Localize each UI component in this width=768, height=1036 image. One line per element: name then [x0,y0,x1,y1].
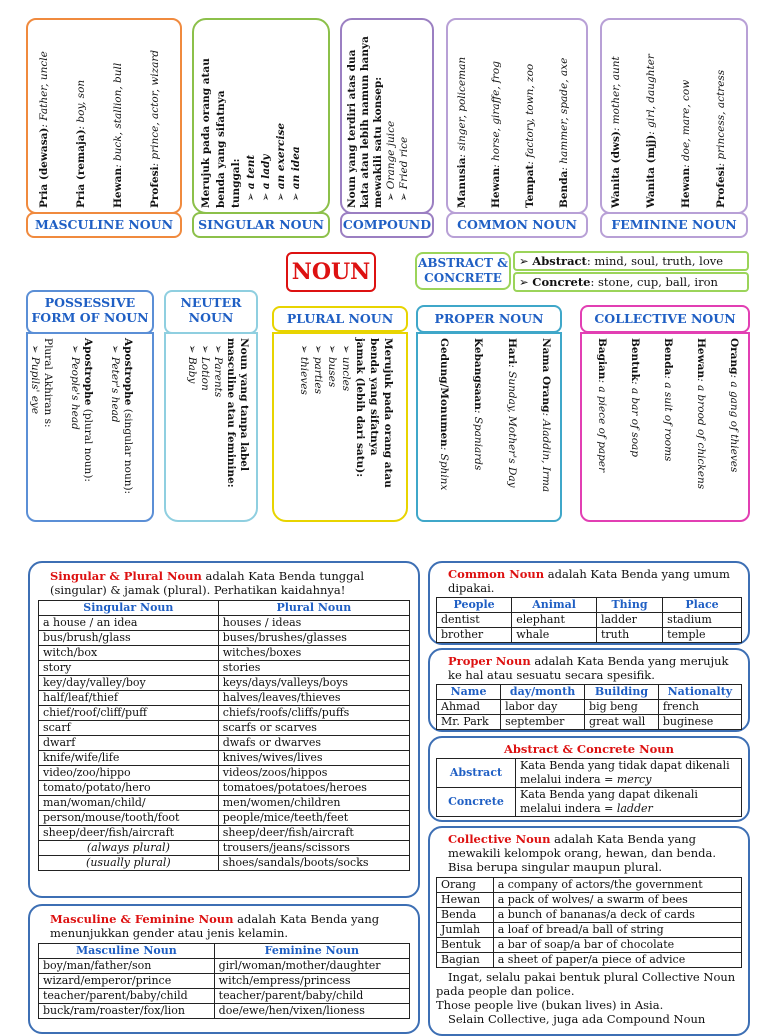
table-cell: witch/empress/princess [214,974,409,989]
prop-lines-line: Gedung/Monumen: Sphinx [438,338,450,491]
page-title-box [286,252,376,292]
table-cell: witches/boxes [218,646,409,661]
table-row [39,1004,410,1019]
table-cell: a loaf of bread/a ball of string [493,923,741,938]
singular-label: SINGULAR NOUN [192,212,330,238]
abstract-row: ➢ Abstract: mind, soul, truth, love [513,251,749,271]
table-row [39,856,410,871]
prop-lines-line: Hari: Sunday, Mother's Day [506,338,518,488]
proper-noun-panel: Proper Noun adalah Kata Benda yang merujuk ke hal atau sesuatu secara spesifik. Name day/month Building Nationalty Ahmad labor day big beng french Mr. Park september great wall buginese [428,648,750,732]
table-row [437,700,742,715]
table-row [437,953,742,968]
table-row [39,959,410,974]
common-label: COMMON NOUN [446,212,588,238]
table-row [437,908,742,923]
concrete-row: ➢ Concrete: stone, cup, ball, iron [513,272,749,292]
coll-lines-line: Hewan: a brood of chickens [695,338,707,490]
compound-label: COMPOUND [340,212,434,238]
table-row [437,715,742,730]
table-header: Place [663,598,742,613]
table-cell: elephant [512,613,597,628]
table-row [39,736,410,751]
table-cell: videos/zoos/hippos [218,766,409,781]
table-header: Nationalty [658,685,741,700]
neut-lines-line: ➢ Lotion [199,338,211,391]
sing-lines-line: ➢ a lady [260,154,272,208]
plur-lines-line: Merujuk pada orang atau [382,338,394,488]
table-cell: dwafs or dwarves [218,736,409,751]
table-cell: people/mice/teeth/feet [218,811,409,826]
table-row [39,676,410,691]
table-cell: september [501,715,585,730]
table-cell: sheep/deer/fish/aircraft [39,826,219,841]
table-row [39,826,410,841]
plur-lines-line: ➢ parties [312,338,324,394]
table-cell: Kata Benda yang tidak dapat dikenali melalui indera = mercy [516,759,742,788]
table-row [437,628,742,643]
table-row [39,631,410,646]
table-cell: french [658,700,741,715]
common-lines-line: Manusia: singer, policeman [456,56,468,208]
collective-label: COLLECTIVE NOUN [580,305,750,333]
table-cell: dwarf [39,736,219,751]
abstract-concrete-label: ABSTRACT & CONCRETE [415,252,511,290]
common-noun-table [436,597,742,643]
poss-lines-line: Apostrophe (singular noun): ➢ Peter's head [109,338,134,495]
coll-lines-line: Orang: a gang of thieves [728,338,740,473]
sing-lines-line: ➢ an exercise [275,122,287,208]
coll-lines-line: Bagian: a piece of paper [596,338,608,473]
common-noun-panel: Common Noun adalah Kata Benda yang umum dipakai. People Animal Thing Place dentist elephant ladder stadium brother whale truth temple [428,561,750,645]
table-cell: person/mouse/tooth/foot [39,811,219,826]
fem-lines-line: Wanita (mjj): girl, daughter [645,54,657,208]
table-row [437,759,742,788]
table-cell: man/woman/child/ [39,796,219,811]
table-row [39,974,410,989]
comp-lines-line: ➢ Orange juice [385,120,397,208]
plur-lines-line: benda yang sifatnya [368,338,380,456]
table-cell: buck/ram/roaster/fox/lion [39,1004,215,1019]
table-cell: stories [218,661,409,676]
plural-label: PLURAL NOUN [272,306,408,332]
proper-noun-table [436,684,742,730]
table-cell: half/leaf/thief [39,691,219,706]
table-cell: buses/brushes/glasses [218,631,409,646]
table-cell: Ahmad [437,700,501,715]
masc-lines-line: Profesi: prince, actor, wizard [149,49,161,208]
neut-lines-line: ➢ Baby [186,338,198,384]
table-cell: wizard/emperor/prince [39,974,215,989]
table-header: Animal [512,598,597,613]
table-cell: bus/brush/glass [39,631,219,646]
table-cell: (usually plural) [39,856,219,871]
table-cell: Bentuk [437,938,494,953]
table-row [39,646,410,661]
comp-lines-line: mewakili satu konsep: [372,76,384,208]
neut-lines-line: Noun yang tanpa label [238,338,250,471]
table-cell: Kata Benda yang dapat dikenali melalui indera = ladder [516,788,742,817]
collective-noun-table [436,877,742,968]
feminine-label: FEMININE NOUN [600,212,748,238]
page-title: NOUN [291,259,371,285]
fem-lines-line: Hewan: doe, mare, cow [680,79,692,208]
table-cell: great wall [585,715,659,730]
table-cell: big beng [585,700,659,715]
table-row [437,923,742,938]
table-row [437,613,742,628]
table-cell: knives/wives/lives [218,751,409,766]
abstract-concrete-panel: Abstract & Concrete Noun Abstract Kata Benda yang tidak dapat dikenali melalui indera = mercy Concrete Kata Benda yang dapat dikenali melalui indera = ladder [428,736,750,822]
masculine-feminine-table: Masculine Noun Feminine Noun boy/man/father/son girl/woman/mother/daughter wizard/emperor/prince witch/empress/princess teacher/parent/baby/child teacher/parent/baby/child buck/ram/roaster/fox/lion doe/ewe/hen/vixen/lioness [38,943,410,1019]
prop-lines-line: Kebangsaan: Spaniards [472,338,484,471]
masc-lines-line: Pria (remaja): boy, son [75,79,87,208]
table-cell: Jumlah [437,923,494,938]
table-row [437,878,742,893]
table-row [39,766,410,781]
plur-lines-line: ➢ thieves [298,338,310,395]
neut-lines-line: masculine atau feminine: [225,338,237,488]
table-cell: (always plural) [39,841,219,856]
masculine-feminine-panel: Masculine & Feminine Noun adalah Kata Benda yang menunjukkan gender atau jenis kelamin. Masculine Noun Feminine Noun boy/man/father/son girl/woman/mother/daughter wizard/emperor/prince witch/empress/princess teacher/parent/baby/child teacher/parent/baby/child buck/ram/roaster/fox/lion doe/ewe/hen/vixen/lioness [28,904,420,1034]
table-cell: key/day/valley/boy [39,676,219,691]
table-cell: halves/leaves/thieves [218,691,409,706]
table-cell: tomatoes/potatoes/heroes [218,781,409,796]
table-cell: trousers/jeans/scissors [218,841,409,856]
table-row [39,721,410,736]
table-cell: brother [437,628,512,643]
table-cell: keys/days/valleys/boys [218,676,409,691]
table-cell: men/women/children [218,796,409,811]
plur-lines-line: ➢ buses [326,338,338,388]
fem-lines-line: Profesi: princess, actress [715,69,727,208]
table-cell: story [39,661,219,676]
abstract-concrete-table [436,758,742,817]
table-cell: a sheet of paper/a piece of advice [493,953,741,968]
prop-lines-line: Nama Orang: Aladdin, Irma [540,338,552,493]
table-cell: a house / an idea [39,616,219,631]
table-row [39,706,410,721]
table-cell: a pack of wolves/ a swarm of bees [493,893,741,908]
table-row [39,989,410,1004]
table-cell: sheep/deer/fish/aircraft [218,826,409,841]
sing-lines-line: ➢ a tent [245,154,257,208]
singular-plural-panel: Singular & Plural Noun adalah Kata Benda tunggal (singular) & jamak (plural). Perhatikan kaidahnya! Singular Noun Plural Noun a house / an idea houses / ideas bus/brush/glass buses/brushes/glasses witch/box witches/boxes story stories key/day/valley/boy keys/days/valleys/boys half/leaf/thief halves/leaves/thieves chief/roof/cliff/puff chiefs/roofs/cliffs/puffs scarf scarfs or scarves dwarf dwafs or dwarves knife/wife/life knives/wives/lives video/zoo/hippo videos/zoos/hippos tomato/potato/hero tomatoes/potatoes/heroes man/woman/child/ men/women/children person/mouse/tooth/foot people/mice/teeth/feet sheep/deer/fish/aircraft sheep/deer/fish/aircraft (always plural) trousers/jeans/scissors (usually plural) shoes/sandals/boots/socks [28,561,420,898]
table-row [39,661,410,676]
plur-lines-line: jamak (lebih dari satu): [354,338,366,478]
table-cell: dentist [437,613,512,628]
table-row [39,796,410,811]
comp-lines-line: Noun yang terdiri atas dua [346,49,358,208]
table-cell: Abstract [437,759,516,788]
table-cell: witch/box [39,646,219,661]
common-lines-line: Hewan: horse, giraffe, frog [490,61,502,208]
table-cell: tomato/potato/hero [39,781,219,796]
sing-lines-line: tunggal: [230,158,242,208]
table-cell: truth [596,628,662,643]
collective-noun-panel: Collective Noun adalah Kata Benda yang mewakili kelompok orang, hewan, dan benda. Bisa berupa singular maupun plural. Orang a company of actors/the government Hewan a pack of wolves/ a swarm of bees Benda a bunch of bananas/a deck of cards Jumlah a loaf of bread/a ball of string Bentuk a bar of soap/a bar of chocolate Bagian a sheet of paper/a piece of advice Ingat, selalu pakai bentuk plural Collective Noun pada people dan police. Those people live (bukan lives) in Asia. Selain Collective, juga ada Compound Noun [428,826,750,1036]
table-cell: boy/man/father/son [39,959,215,974]
table-header: Name [437,685,501,700]
table-cell: teacher/parent/baby/child [214,989,409,1004]
table-cell: Benda [437,908,494,923]
singular-plural-table: Singular Noun Plural Noun a house / an idea houses / ideas bus/brush/glass buses/brushes/glasses witch/box witches/boxes story stories key/day/valley/boy keys/days/valleys/boys half/leaf/thief halves/leaves/thieves chief/roof/cliff/puff chiefs/roofs/cliffs/puffs scarf scarfs or scarves dwarf dwafs or dwarves knife/wife/life knives/wives/lives video/zoo/hippo videos/zoos/hippos tomato/potato/hero tomatoes/potatoes/heroes man/woman/child/ men/women/children person/mouse/tooth/foot people/mice/teeth/feet sheep/deer/fish/aircraft sheep/deer/fish/aircraft (always plural) trousers/jeans/scissors (usually plural) shoes/sandals/boots/socks [38,600,410,871]
table-header: day/month [501,685,585,700]
table-header: Thing [596,598,662,613]
table-cell: a bar of soap/a bar of chocolate [493,938,741,953]
table-cell: whale [512,628,597,643]
poss-lines-line: Plural Akhiran s: ➢ Pupils' eye [29,338,54,428]
table-row [39,811,410,826]
coll-lines-line: Benda: a suit of rooms [662,338,674,462]
possessive-label: POSSESSIVE FORM OF NOUN [26,290,154,334]
table-row [437,893,742,908]
table-row [437,788,742,817]
table-cell: stadium [663,613,742,628]
table-cell: Mr. Park [437,715,501,730]
table-header: Building [585,685,659,700]
masc-lines-line: Pria (dewasa): Father, uncle [38,51,50,208]
table-cell: shoes/sandals/boots/socks [218,856,409,871]
proper-label: PROPER NOUN [416,305,562,333]
table-cell: a bunch of bananas/a deck of cards [493,908,741,923]
table-row [39,751,410,766]
sing-lines-line: Merujuk pada orang atau [200,58,212,208]
table-cell: labor day [501,700,585,715]
table-cell: chiefs/roofs/cliffs/puffs [218,706,409,721]
comp-lines-line: kata atau lebih namun hanya [359,36,371,208]
table-row [39,781,410,796]
common-lines-line: Tempat: factory, town, zoo [524,63,536,208]
table-row [437,938,742,953]
table-cell: Concrete [437,788,516,817]
table-cell: girl/woman/mother/daughter [214,959,409,974]
table-cell: video/zoo/hippo [39,766,219,781]
table-cell: scarfs or scarves [218,721,409,736]
table-cell: knife/wife/life [39,751,219,766]
table-cell: Bagian [437,953,494,968]
table-cell: ladder [596,613,662,628]
table-header: People [437,598,512,613]
table-cell: chief/roof/cliff/puff [39,706,219,721]
poss-lines-line: Apostrophe (plural noun): ➢ People's head [69,338,94,482]
table-cell: Orang [437,878,494,893]
neuter-label: NEUTER NOUN [164,290,258,334]
table-cell: a company of actors/the government [493,878,741,893]
comp-lines-line: ➢ Fried rice [398,136,410,208]
fem-lines-line: Wanita (dws): mother, aunt [610,56,622,208]
table-cell: buginese [658,715,741,730]
neut-lines-line: ➢ Parents [212,338,224,398]
table-row [39,691,410,706]
table-row [39,841,410,856]
table-cell: teacher/parent/baby/child [39,989,215,1004]
plur-lines-line: ➢ uncles [340,338,352,392]
masc-lines-line: Hewan: buck, stallion, bull [112,62,124,208]
table-cell: temple [663,628,742,643]
coll-lines-line: Bentuk: a bar of soap [629,338,641,458]
table-cell: Hewan [437,893,494,908]
sing-lines-line: ➢ an idea [290,146,302,208]
table-row [39,616,410,631]
table-cell: houses / ideas [218,616,409,631]
masculine-label: MASCULINE NOUN [26,212,182,238]
sing-lines-line: benda yang sifatnya [215,90,227,208]
table-cell: doe/ewe/hen/vixen/lioness [214,1004,409,1019]
table-cell: scarf [39,721,219,736]
common-lines-line: Benda: hammer, spade, axe [558,57,570,208]
